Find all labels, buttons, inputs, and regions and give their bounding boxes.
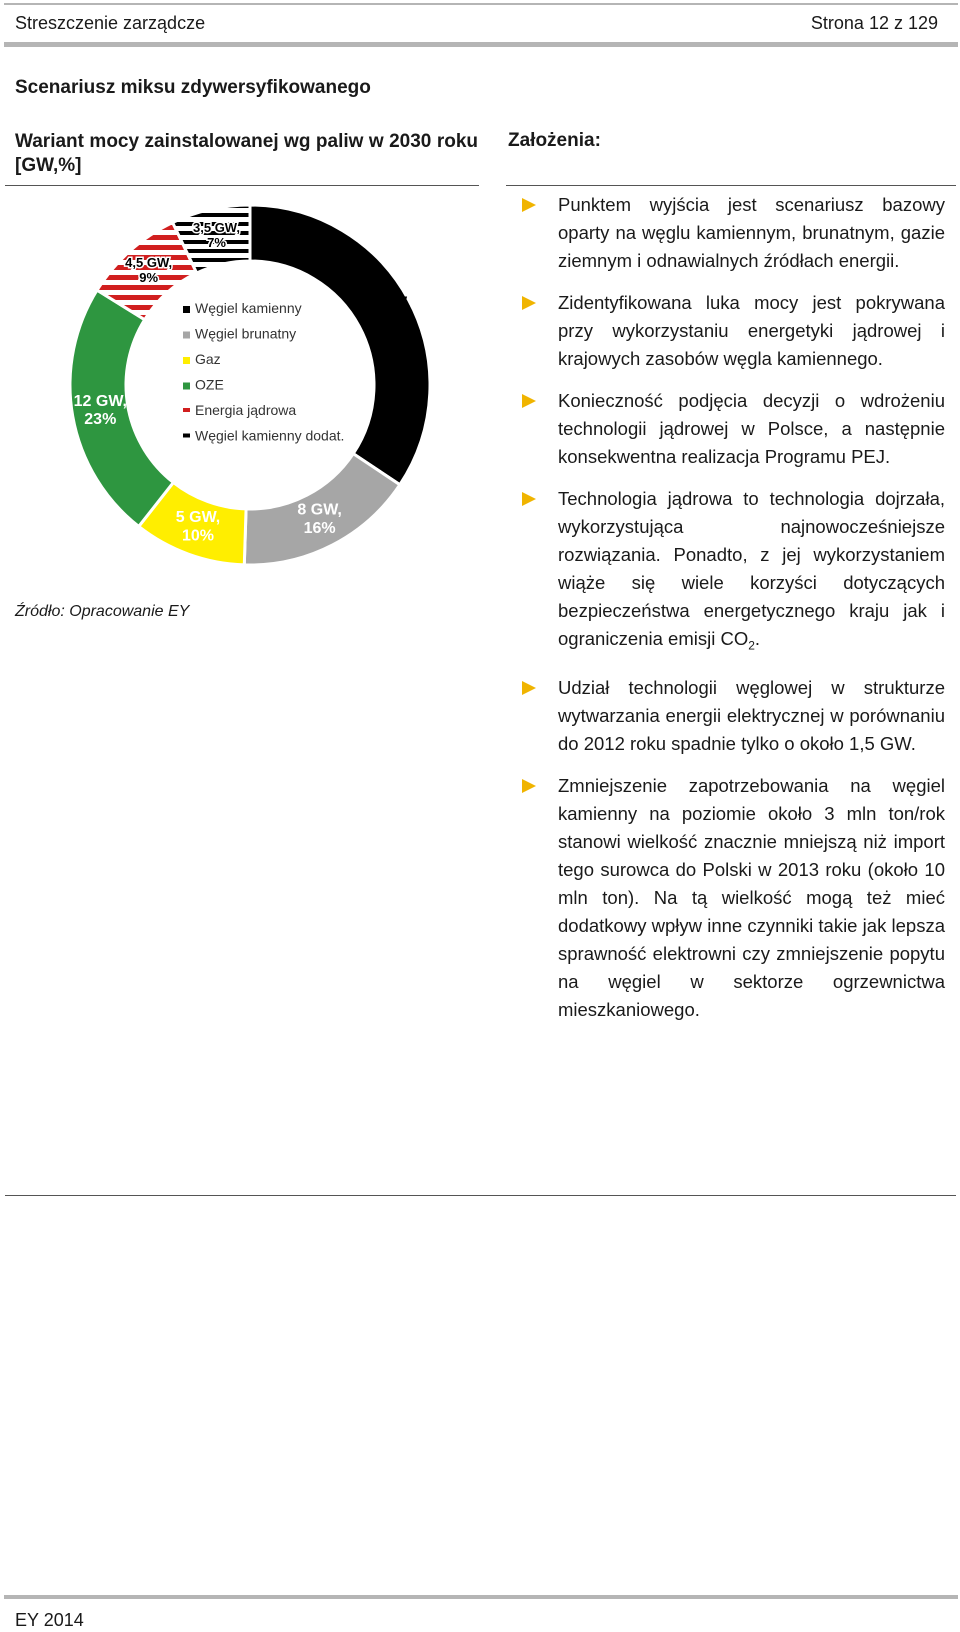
assumptions-list [520,191,945,1038]
slice-label: 17 GW, 34% [357,294,411,331]
assumption-item [520,289,945,373]
chart-title: Wariant mocy zainstalowanej wg paliw w 2030 roku [GW,%] [15,131,478,176]
assumption-text: Zidentyfikowana luka mocy jest pokrywana przy wykorzystaniu energetyki jądrowej i krajowych zasobów węgla kamiennego. [558,292,945,369]
slice-label: 3,5 GW, 7% [193,220,240,251]
assumption-text: Technologia jądrowa to technologia dojrzała, wykorzystująca najnowocześniejsze rozwiązania. Ponadto, z jej wykorzystaniem wiąże się wiele korzyści dotyczących bezpieczeństwa energetycznego kraju jak i ograniczenia emisji $CO_2$. [558,488,945,653]
bullet-arrow-icon [522,394,536,408]
legend-label: Energia jądrowa [195,402,297,418]
legend-label: Węgiel kamienny [195,300,302,316]
assumption-item [520,387,945,471]
slice-label: 5 GW, 10% [175,509,221,545]
legend-marker [183,408,190,412]
footer-rule [4,1595,958,1599]
assumption-item [520,191,945,275]
assumption-text: Punktem wyjścia jest scenariusz bazowy oparty na węglu kamiennym, brunatnym, gazie ziemnym i odnawialnych źródłach energii. [558,194,945,271]
assumption-text: Konieczność podjęcia decyzji o wdrożeniu technologii jądrowej w Polsce, a następnie konsekwentna realizacja Programu PEJ. [558,390,945,467]
bullet-arrow-icon [522,492,536,506]
donut-chart [60,195,440,575]
bullet-arrow-icon [522,681,536,695]
chart-source: Źródło: Opracowanie EY [15,603,190,620]
legend-label: OZE [195,376,224,393]
bullet-arrow-icon [522,198,536,212]
assumptions-title: Założenia: [508,130,601,151]
chart-title-rule [5,185,479,186]
assumptions-title-rule [506,185,956,186]
content-bottom-rule [5,1195,956,1196]
header-bottom-rule [4,42,958,47]
legend-label: Węgiel brunatny [195,325,297,342]
assumption-item [520,674,945,758]
legend-marker [183,306,190,313]
assumption-text: Udział technologii węglowej w strukturze wytwarzania energii elektrycznej w porównaniu do 2012 roku spadnie tylko o około 1,5 GW. [558,676,945,754]
footer-text: EY 2014 [15,1610,84,1630]
legend-label: Gaz [195,351,221,367]
page-number: Strona 12 z 129 [810,13,938,33]
section-title: Scenariusz miksu zdywersyfikowanego [15,77,371,98]
legend-marker [183,357,190,364]
assumption-item [520,485,945,660]
slice-label: 8 GW, 16% [297,501,342,537]
assumption-text: Zmniejszenie zapotrzebowania na węgiel kamienny na poziomie około 3 mln ton/rok stanowi wielkość znacznie mniejszą niż import tego surowca do Polski w 2013 roku (około 10 mln ton). Na tą wielkość mogą też mieć dodatkowy wpływ inne czynniki takie jak lepsza sprawność elektrowni czy zmniejszenie popytu na węgiel w sektorze ogrzewnictwa mieszkaniowego. [558,774,945,1020]
slice-label: 4,5 GW, 9% [125,255,173,286]
legend-marker [183,383,190,390]
document-section-name: Streszczenie zarządcze [15,13,206,33]
legend-marker [183,332,190,339]
assumption-item [520,772,945,1024]
bullet-arrow-icon [522,296,536,310]
slice-label: 12 GW, 23% [73,392,127,429]
bullet-arrow-icon [522,779,536,793]
legend-label: Węgiel kamienny dodat. [195,427,345,444]
legend-marker [183,434,190,438]
header-top-rule [4,3,958,5]
